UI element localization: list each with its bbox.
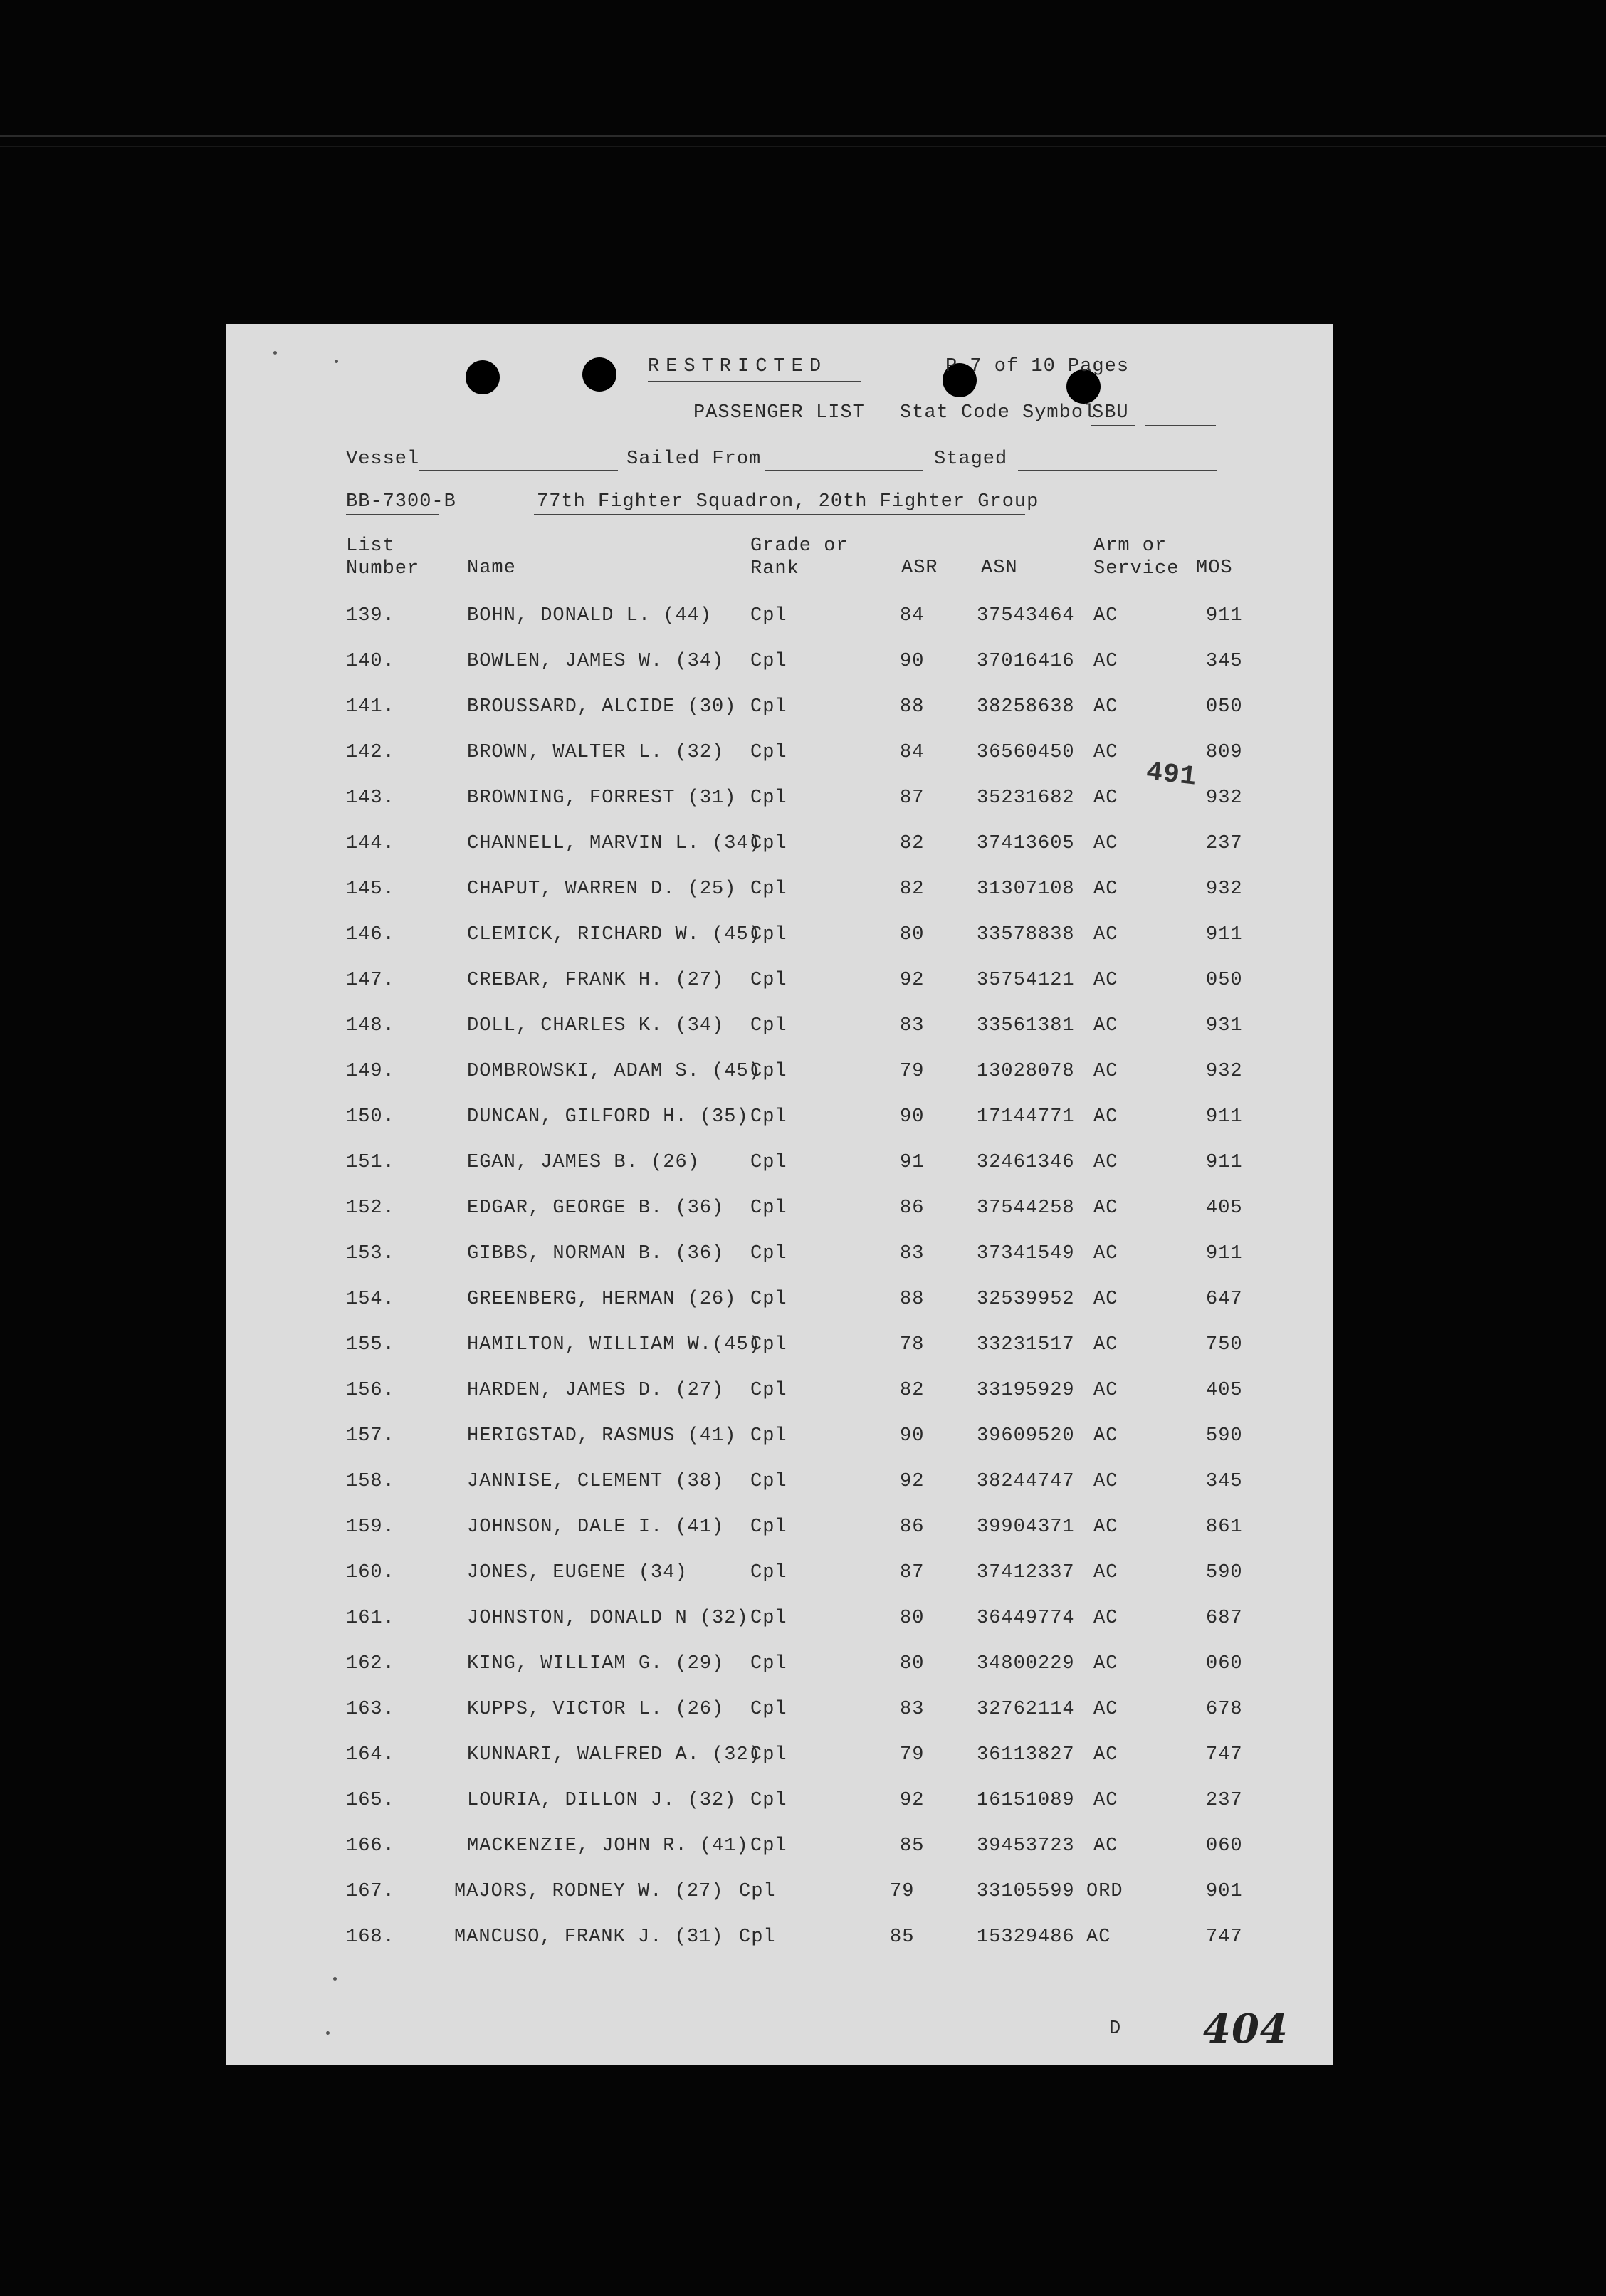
arm-service: AC	[1093, 1516, 1118, 1538]
arm-service: AC	[1093, 1699, 1118, 1720]
asn: 39904371	[977, 1516, 1075, 1538]
asn: 37544258	[977, 1197, 1075, 1219]
table-row	[226, 1699, 1333, 1727]
list-number: 152.	[346, 1197, 395, 1219]
list-number: 153.	[346, 1243, 395, 1264]
passenger-name: CHAPUT, WARREN D. (25)	[467, 879, 737, 900]
mos: 932	[1206, 1061, 1243, 1082]
mos: 931	[1206, 1015, 1243, 1037]
list-number: 166.	[346, 1835, 395, 1857]
passenger-name: JOHNSTON, DONALD N (32)	[467, 1608, 749, 1629]
table-row	[226, 1744, 1333, 1773]
film-scratch	[0, 135, 1606, 137]
table-row	[226, 1197, 1333, 1226]
grade: Cpl	[750, 1289, 787, 1310]
passenger-name: DOMBROWSKI, ADAM S. (45)	[467, 1061, 761, 1082]
table-row	[226, 787, 1333, 816]
list-number: 155.	[346, 1334, 395, 1356]
asr: 82	[900, 879, 925, 900]
vessel-field	[419, 470, 618, 471]
mos: 932	[1206, 787, 1243, 809]
passenger-name: BOWLEN, JAMES W. (34)	[467, 651, 725, 672]
asr: 86	[900, 1197, 925, 1219]
underline	[346, 514, 439, 515]
list-number: 158.	[346, 1471, 395, 1492]
asn: 33561381	[977, 1015, 1075, 1037]
asr: 79	[890, 1881, 915, 1902]
passenger-name: MANCUSO, FRANK J. (31)	[454, 1927, 724, 1948]
reference-number: BB-7300-B	[346, 491, 456, 513]
arm-service: AC	[1093, 1061, 1118, 1082]
passenger-name: HERIGSTAD, RASMUS (41)	[467, 1425, 737, 1447]
table-row	[226, 1289, 1333, 1317]
table-row	[226, 1243, 1333, 1272]
grade: Cpl	[750, 1653, 787, 1674]
page-count: P 7 of 10 Pages	[945, 356, 1130, 377]
grade: Cpl	[739, 1927, 776, 1948]
asr: 87	[900, 1562, 925, 1583]
grade: Cpl	[750, 879, 787, 900]
sailed-from-field	[765, 470, 923, 471]
footer-letter: D	[1109, 2018, 1122, 2040]
asn: 32539952	[977, 1289, 1075, 1310]
mos: 750	[1206, 1334, 1243, 1356]
passenger-name: BROUSSARD, ALCIDE (30)	[467, 696, 737, 718]
unit-name: 77th Fighter Squadron, 20th Fighter Group	[537, 491, 1039, 513]
speck	[333, 1977, 337, 1981]
table-row	[226, 1881, 1333, 1909]
list-number: 147.	[346, 970, 395, 991]
list-number: 164.	[346, 1744, 395, 1766]
asr: 82	[900, 833, 925, 854]
grade: Cpl	[750, 1790, 787, 1811]
column-header-grade: Grade or Rank	[750, 535, 849, 580]
asn: 33105599	[977, 1881, 1075, 1902]
grade: Cpl	[750, 1835, 787, 1857]
asr: 80	[900, 1653, 925, 1674]
mos: 911	[1206, 924, 1243, 945]
table-row	[226, 1334, 1333, 1363]
asn: 35754121	[977, 970, 1075, 991]
vessel-label: Vessel	[346, 449, 420, 470]
arm-service: AC	[1093, 1380, 1118, 1401]
list-number: 143.	[346, 787, 395, 809]
mos: 911	[1206, 1243, 1243, 1264]
arm-service: AC	[1093, 742, 1118, 763]
grade: Cpl	[750, 1334, 787, 1356]
list-number: 156.	[346, 1380, 395, 1401]
arm-service: AC	[1093, 1562, 1118, 1583]
asn: 35231682	[977, 787, 1075, 809]
passenger-name: LOURIA, DILLON J. (32)	[467, 1790, 737, 1811]
asn: 32762114	[977, 1699, 1075, 1720]
table-row	[226, 1425, 1333, 1454]
handwritten-page-number: 404	[1203, 2006, 1289, 2053]
grade: Cpl	[750, 696, 787, 718]
asr: 92	[900, 1790, 925, 1811]
passenger-name: BOHN, DONALD L. (44)	[467, 605, 713, 627]
passenger-list-sheet	[226, 324, 1333, 2065]
asn: 15329486	[977, 1927, 1075, 1948]
speck	[273, 351, 277, 355]
passenger-name: JONES, EUGENE (34)	[467, 1562, 688, 1583]
asn: 36449774	[977, 1608, 1075, 1629]
table-row	[226, 1061, 1333, 1089]
grade: Cpl	[750, 651, 787, 672]
arm-service: AC	[1093, 1471, 1118, 1492]
passenger-name: JANNISE, CLEMENT (38)	[467, 1471, 725, 1492]
table-row	[226, 1471, 1333, 1499]
passenger-name: KING, WILLIAM G. (29)	[467, 1653, 725, 1674]
table-row	[226, 833, 1333, 861]
asr: 92	[900, 970, 925, 991]
underline	[534, 514, 1025, 515]
list-number: 161.	[346, 1608, 395, 1629]
asr: 91	[900, 1152, 925, 1173]
mos: 237	[1206, 1790, 1243, 1811]
list-number: 163.	[346, 1699, 395, 1720]
asr: 79	[900, 1061, 925, 1082]
asn: 39609520	[977, 1425, 1075, 1447]
mos: 932	[1206, 879, 1243, 900]
grade: Cpl	[739, 1881, 776, 1902]
list-number: 167.	[346, 1881, 395, 1902]
list-number: 150.	[346, 1106, 395, 1128]
grade: Cpl	[750, 1699, 787, 1720]
arm-service: AC	[1093, 605, 1118, 627]
asn: 31307108	[977, 879, 1075, 900]
list-number: 141.	[346, 696, 395, 718]
mos: 747	[1206, 1744, 1243, 1766]
arm-service: ORD	[1086, 1881, 1123, 1902]
stamp-number: 491	[1144, 757, 1199, 793]
table-row	[226, 1015, 1333, 1044]
passenger-name: MACKENZIE, JOHN R. (41)	[467, 1835, 749, 1857]
column-header-arm: Arm or Service	[1093, 535, 1180, 580]
asn: 36560450	[977, 742, 1075, 763]
asn: 32461346	[977, 1152, 1075, 1173]
arm-service: AC	[1093, 1243, 1118, 1264]
list-number: 160.	[346, 1562, 395, 1583]
asn: 38258638	[977, 696, 1075, 718]
grade: Cpl	[750, 970, 787, 991]
grade: Cpl	[750, 1562, 787, 1583]
film-scratch	[0, 146, 1606, 147]
arm-service: AC	[1086, 1927, 1111, 1948]
asn: 37543464	[977, 605, 1075, 627]
document-title: PASSENGER LIST	[693, 402, 865, 424]
grade: Cpl	[750, 1152, 787, 1173]
speck	[326, 2031, 330, 2035]
passenger-name: GREENBERG, HERMAN (26)	[467, 1289, 737, 1310]
mos: 911	[1206, 605, 1243, 627]
passenger-name: MAJORS, RODNEY W. (27)	[454, 1881, 724, 1902]
table-row	[226, 1608, 1333, 1636]
column-header-name: Name	[467, 557, 516, 579]
underline	[1091, 425, 1135, 426]
grade: Cpl	[750, 1015, 787, 1037]
mos: 861	[1206, 1516, 1243, 1538]
asn: 33578838	[977, 924, 1075, 945]
asr: 90	[900, 651, 925, 672]
arm-service: AC	[1093, 1197, 1118, 1219]
column-header-asn: ASN	[981, 557, 1018, 579]
asr: 79	[900, 1744, 925, 1766]
table-row	[226, 1516, 1333, 1545]
list-number: 151.	[346, 1152, 395, 1173]
arm-service: AC	[1093, 1425, 1118, 1447]
table-row	[226, 1106, 1333, 1135]
asn: 37412337	[977, 1562, 1075, 1583]
mos: 237	[1206, 833, 1243, 854]
grade: Cpl	[750, 1380, 787, 1401]
list-number: 168.	[346, 1927, 395, 1948]
table-row	[226, 1562, 1333, 1590]
asn: 16151089	[977, 1790, 1075, 1811]
passenger-name: BROWN, WALTER L. (32)	[467, 742, 725, 763]
asr: 83	[900, 1243, 925, 1264]
asr: 88	[900, 696, 925, 718]
staged-field	[1018, 470, 1217, 471]
list-number: 149.	[346, 1061, 395, 1082]
mos: 678	[1206, 1699, 1243, 1720]
list-number: 148.	[346, 1015, 395, 1037]
mos: 747	[1206, 1927, 1243, 1948]
asr: 90	[900, 1106, 925, 1128]
asn: 39453723	[977, 1835, 1075, 1857]
table-row	[226, 1927, 1333, 1955]
column-header-list-number: List Number	[346, 535, 420, 580]
grade: Cpl	[750, 1744, 787, 1766]
asn: 33231517	[977, 1334, 1075, 1356]
table-row	[226, 1152, 1333, 1180]
asn: 38244747	[977, 1471, 1075, 1492]
asn: 36113827	[977, 1744, 1075, 1766]
list-number: 159.	[346, 1516, 395, 1538]
list-number: 146.	[346, 924, 395, 945]
passenger-name: CREBAR, FRANK H. (27)	[467, 970, 725, 991]
list-number: 144.	[346, 833, 395, 854]
grade: Cpl	[750, 833, 787, 854]
grade: Cpl	[750, 1608, 787, 1629]
grade: Cpl	[750, 924, 787, 945]
passenger-name: EDGAR, GEORGE B. (36)	[467, 1197, 725, 1219]
mos: 590	[1206, 1425, 1243, 1447]
asr: 87	[900, 787, 925, 809]
passenger-name: KUNNARI, WALFRED A. (32)	[467, 1744, 761, 1766]
asr: 80	[900, 1608, 925, 1629]
classification-label: RESTRICTED	[648, 356, 828, 377]
asr: 84	[900, 742, 925, 763]
stat-code-label: Stat Code Symbol	[900, 402, 1096, 424]
arm-service: AC	[1093, 1015, 1118, 1037]
grade: Cpl	[750, 742, 787, 763]
asr: 88	[900, 1289, 925, 1310]
mos: 345	[1206, 651, 1243, 672]
arm-service: AC	[1093, 1152, 1118, 1173]
passenger-name: KUPPS, VICTOR L. (26)	[467, 1699, 725, 1720]
passenger-name: DOLL, CHARLES K. (34)	[467, 1015, 725, 1037]
sailed-from-label: Sailed From	[626, 449, 762, 470]
arm-service: AC	[1093, 970, 1118, 991]
speck	[335, 360, 338, 363]
grade: Cpl	[750, 1425, 787, 1447]
mos: 647	[1206, 1289, 1243, 1310]
asr: 85	[900, 1835, 925, 1857]
arm-service: AC	[1093, 1289, 1118, 1310]
arm-service: AC	[1093, 924, 1118, 945]
mos: 405	[1206, 1197, 1243, 1219]
punch-hole	[582, 357, 616, 392]
asr: 78	[900, 1334, 925, 1356]
mos: 060	[1206, 1653, 1243, 1674]
grade: Cpl	[750, 1471, 787, 1492]
passenger-name: HAMILTON, WILLIAM W.(45)	[467, 1334, 761, 1356]
mos: 050	[1206, 970, 1243, 991]
table-row	[226, 605, 1333, 634]
arm-service: AC	[1093, 1334, 1118, 1356]
arm-service: AC	[1093, 787, 1118, 809]
grade: Cpl	[750, 787, 787, 809]
mos: 911	[1206, 1106, 1243, 1128]
passenger-name: HARDEN, JAMES D. (27)	[467, 1380, 725, 1401]
table-row	[226, 1835, 1333, 1864]
stat-code-value: SBU	[1092, 402, 1129, 424]
table-row	[226, 651, 1333, 679]
passenger-name: GIBBS, NORMAN B. (36)	[467, 1243, 725, 1264]
arm-service: AC	[1093, 1790, 1118, 1811]
mos: 911	[1206, 1152, 1243, 1173]
asr: 83	[900, 1015, 925, 1037]
list-number: 145.	[346, 879, 395, 900]
asn: 37016416	[977, 651, 1075, 672]
grade: Cpl	[750, 1061, 787, 1082]
asn: 34800229	[977, 1653, 1075, 1674]
list-number: 165.	[346, 1790, 395, 1811]
asn: 33195929	[977, 1380, 1075, 1401]
column-header-asr: ASR	[901, 557, 938, 579]
table-row	[226, 924, 1333, 953]
arm-service: AC	[1093, 879, 1118, 900]
passenger-name: CLEMICK, RICHARD W. (45)	[467, 924, 761, 945]
asr: 83	[900, 1699, 925, 1720]
asn: 37341549	[977, 1243, 1075, 1264]
mos: 901	[1206, 1881, 1243, 1902]
list-number: 142.	[346, 742, 395, 763]
passenger-name: DUNCAN, GILFORD H. (35)	[467, 1106, 749, 1128]
asr: 85	[890, 1927, 915, 1948]
grade: Cpl	[750, 1106, 787, 1128]
asr: 80	[900, 924, 925, 945]
staged-label: Staged	[934, 449, 1008, 470]
passenger-name: EGAN, JAMES B. (26)	[467, 1152, 700, 1173]
arm-service: AC	[1093, 833, 1118, 854]
underline	[648, 381, 861, 382]
table-row	[226, 1380, 1333, 1408]
asr: 82	[900, 1380, 925, 1401]
grade: Cpl	[750, 1243, 787, 1264]
mos: 405	[1206, 1380, 1243, 1401]
list-number: 140.	[346, 651, 395, 672]
grade: Cpl	[750, 1197, 787, 1219]
asr: 92	[900, 1471, 925, 1492]
underline	[1145, 425, 1216, 426]
mos: 809	[1206, 742, 1243, 763]
list-number: 154.	[346, 1289, 395, 1310]
asr: 84	[900, 605, 925, 627]
list-number: 157.	[346, 1425, 395, 1447]
asn: 17144771	[977, 1106, 1075, 1128]
punch-hole	[466, 360, 500, 394]
arm-service: AC	[1093, 1608, 1118, 1629]
arm-service: AC	[1093, 1106, 1118, 1128]
table-row	[226, 879, 1333, 907]
table-row	[226, 1653, 1333, 1682]
list-number: 162.	[346, 1653, 395, 1674]
passenger-name: JOHNSON, DALE I. (41)	[467, 1516, 725, 1538]
mos: 345	[1206, 1471, 1243, 1492]
arm-service: AC	[1093, 651, 1118, 672]
column-header-mos: MOS	[1196, 557, 1233, 579]
arm-service: AC	[1093, 1744, 1118, 1766]
arm-service: AC	[1093, 1653, 1118, 1674]
arm-service: AC	[1093, 696, 1118, 718]
mos: 590	[1206, 1562, 1243, 1583]
asr: 90	[900, 1425, 925, 1447]
grade: Cpl	[750, 1516, 787, 1538]
table-row	[226, 696, 1333, 725]
list-number: 139.	[346, 605, 395, 627]
passenger-name: CHANNELL, MARVIN L. (34)	[467, 833, 761, 854]
mos: 050	[1206, 696, 1243, 718]
grade: Cpl	[750, 605, 787, 627]
asn: 13028078	[977, 1061, 1075, 1082]
passenger-name: BROWNING, FORREST (31)	[467, 787, 737, 809]
arm-service: AC	[1093, 1835, 1118, 1857]
table-row	[226, 1790, 1333, 1818]
asr: 86	[900, 1516, 925, 1538]
table-row	[226, 970, 1333, 998]
mos: 060	[1206, 1835, 1243, 1857]
mos: 687	[1206, 1608, 1243, 1629]
asn: 37413605	[977, 833, 1075, 854]
